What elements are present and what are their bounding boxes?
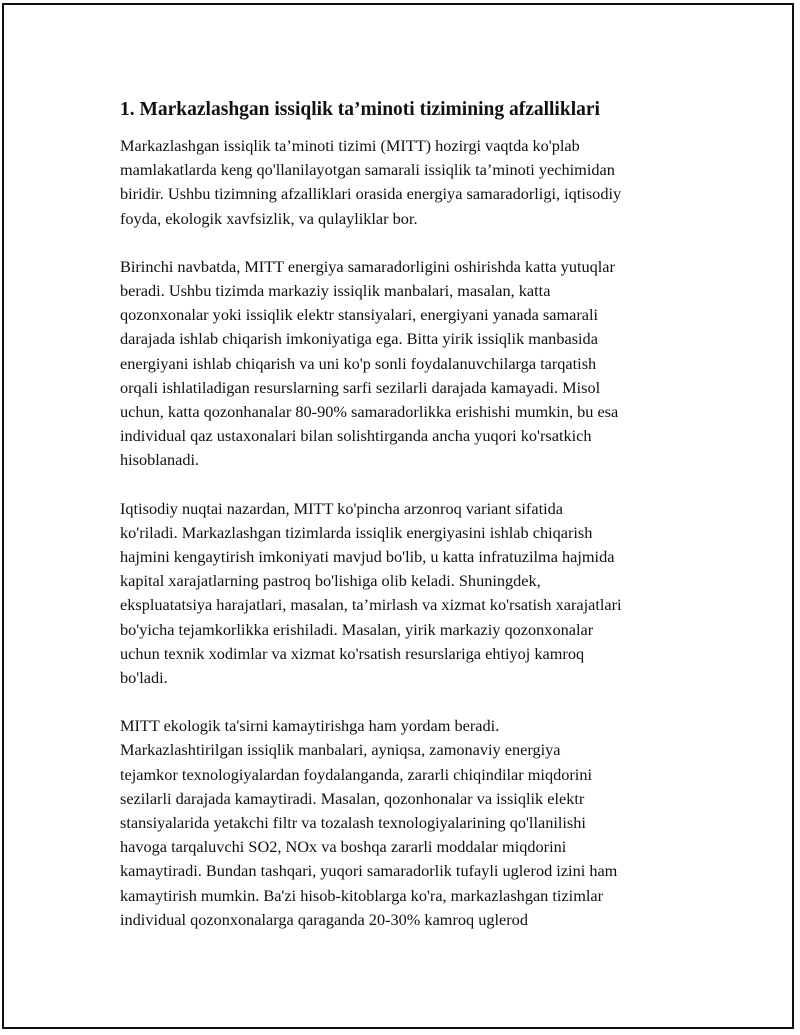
text-line: biridir. Ushbu tizimning afzalliklari orasida energiya samaradorligi, iqtisodiy: [120, 184, 622, 204]
section-heading: 1. Markazlashgan issiqlik ta’minoti tizimining afzalliklari: [120, 99, 600, 120]
text-line: Markazlashgan issiqlik ta’minoti tizimi (MITT) hozirgi vaqtda ko'plab: [120, 136, 580, 155]
text-line: individual qaz ustaxonalari bilan solishtirganda ancha yuqori ko'rsatkich: [120, 426, 592, 446]
text-line: kapital xarajatlarning pastroq bo'lishiga olib keladi. Shuningdek,: [120, 571, 541, 591]
paragraph-ecological: [120, 714, 680, 932]
text-line: MITT ekologik ta'sirni kamaytirishga ham yordam beradi.: [120, 716, 500, 736]
text-line: qozonxonalar yoki issiqlik elektr stansiyalari, energiyani yanada samarali: [120, 305, 599, 325]
text-line: ko'riladi. Markazlashgan tizimlarda issiqlik energiyasini ishlab chiqarish: [120, 522, 593, 542]
text-line: stansiyalarida yetakchi filtr va tozalash texnologiyalarining qo'llanilishi: [120, 813, 586, 833]
text-line: darajada ishlab chiqarish imkoniyatiga ega. Bitta yirik issiqlik manbasida: [120, 329, 598, 349]
text-line: havoga tarqaluvchi SO2, NOx va boshqa zararli moddalar miqdorini: [120, 837, 567, 857]
text-line: Iqtisodiy nuqtai nazardan, MITT ko'pincha arzonroq variant sifatida: [120, 498, 563, 518]
paragraph-economic: [120, 497, 680, 691]
text-line: kamaytirish mumkin. Ba'zi hisob-kitoblarga ko'ra, markazlashgan tizimlar: [120, 885, 604, 905]
text-line: mamlakatlarda keng qo'llanilayotgan samarali issiqlik ta’minoti yechimidan: [120, 160, 615, 180]
text-line: foyda, ekologik xavfsizlik, va qulayliklar bor.: [120, 208, 418, 228]
text-line: uchun, katta qozonhanalar 80-90% samaradorlikka erishishi mumkin, bu esa: [120, 402, 619, 422]
text-line: ekspluatatsiya harajatlari, masalan, ta’mirlash va xizmat ko'rsatish xarajatlari: [120, 595, 622, 615]
paragraph-energy-efficiency: [120, 255, 680, 473]
text-line: tejamkor texnologiyalardan foydalanganda, zararli chiqindilar miqdorini: [120, 764, 592, 784]
text-line: hisoblanadi.: [120, 450, 200, 470]
text-line: Markazlashtirilgan issiqlik manbalari, ayniqsa, zamonaviy energiya: [120, 740, 561, 760]
text-line: uchun texnik xodimlar va xizmat ko'rsatish resurslariga ehtiyoj kamroq: [120, 643, 585, 663]
text-line: bo'ladi.: [120, 668, 168, 688]
text-line: kamaytiradi. Bundan tashqari, yuqori samaradorlik tufayli uglerod izini ham: [120, 861, 618, 881]
text-line: bo'yicha tejamkorlikka erishiladi. Masalan, yirik markaziy qozonxonalar: [120, 619, 594, 639]
text-line: orqali ishlatiladigan resurslarning sarfi sezilarli darajada kamayadi. Misol: [120, 377, 601, 397]
text-line: energiyani ishlab chiqarish va uni ko'p sonli foydalanuvchilarga tarqatish: [120, 353, 597, 373]
text-line: hajmini kengaytirish imkoniyati mavjud bo'lib, u katta infratuzilma hajmida: [120, 547, 615, 567]
page-frame: [2, 3, 794, 1029]
text-line: beradi. Ushbu tizimda markaziy issiqlik manbalari, masalan, katta: [120, 281, 551, 301]
text-line: individual qozonxonalarga qaraganda 20-30% kamroq uglerod: [120, 909, 528, 929]
document-body: [120, 96, 680, 956]
text-line: Birinchi navbatda, MITT energiya samaradorligini oshirishda katta yutuqlar: [120, 256, 615, 276]
paragraph-intro: [120, 134, 680, 231]
text-line: sezilarli darajada kamaytiradi. Masalan, qozonhonalar va issiqlik elektr: [120, 788, 585, 808]
